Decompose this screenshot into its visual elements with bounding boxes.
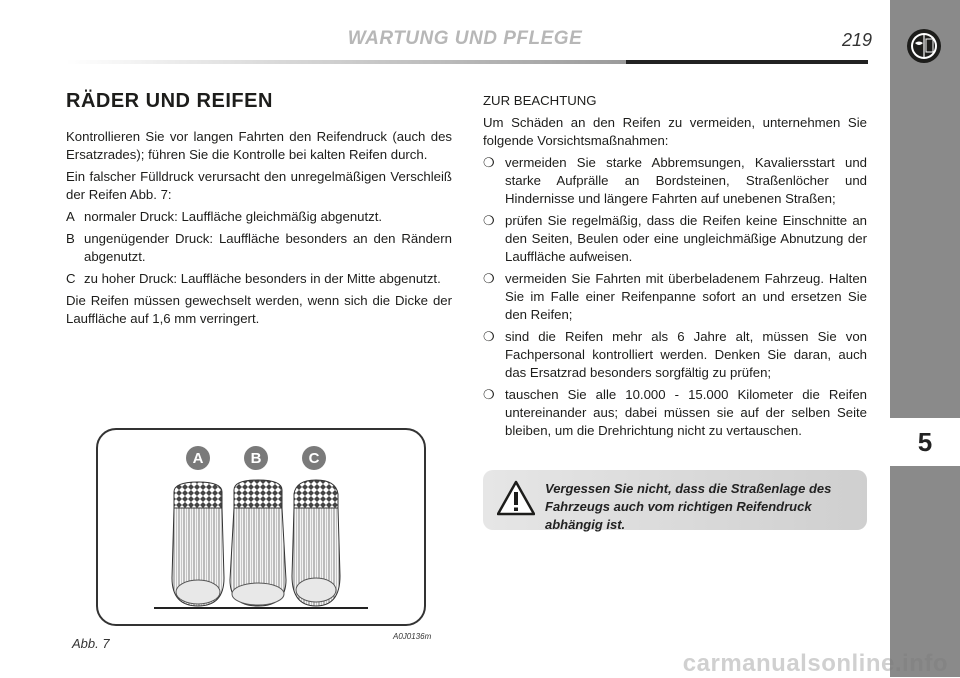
tyre-illustration — [98, 430, 424, 624]
list-item-key: B — [66, 231, 75, 246]
tyre-b-icon — [230, 480, 286, 606]
list-item-text: ungenügender Druck: Lauffläche besonders an den Rändern abgenutzt. — [84, 231, 452, 264]
list-item — [483, 328, 867, 382]
page-header-title: WARTUNG UND PFLEGE — [347, 28, 583, 49]
side-tab — [890, 0, 960, 677]
note-heading: ZUR BEACHTUNG — [483, 93, 597, 108]
list-item — [66, 208, 452, 226]
warning-text: Vergessen Sie nicht, dass die Straßenlage des Fahrzeugs auch vom richtigen Reifendruck abhängig ist. — [545, 481, 832, 532]
list-item-text: vermeiden Sie starke Abbremsungen, Kavaliersstart und starke Aufprälle an Bordsteinen, Straßenlöcher und Hindernisse und längere Fahrten auf unebenen Straßen; — [505, 155, 867, 206]
label-c: C — [308, 450, 320, 467]
section-title: RÄDER UND REIFEN — [66, 90, 273, 112]
left-column — [66, 128, 452, 332]
intro-paragraph: Kontrollieren Sie vor langen Fahrten den Reifendruck (auch des Ersatzrades); führen Sie die Kontrolle bei kalten Reifen durch. — [66, 129, 452, 162]
warning-triangle-icon — [497, 480, 535, 516]
tyre-c-icon — [292, 480, 340, 606]
figure-caption: Abb. 7 — [72, 636, 110, 651]
list-item — [483, 154, 867, 208]
watermark: carmanualsonline.info — [682, 650, 948, 677]
list-item-key: C — [66, 271, 76, 286]
figure-code: A0J0136m — [393, 632, 432, 641]
circle-bullet-icon: ❍ — [483, 271, 495, 286]
list-item — [483, 386, 867, 440]
list-item-text: sind die Reifen mehr als 6 Jahre alt, müssen Sie von Fachpersonal kontrolliert werden. Denken Sie daran, auch das Ersatzrad besonders sorgfältig zu prüfen; — [505, 329, 867, 380]
brand-logo-icon — [906, 28, 942, 64]
list-item — [483, 270, 867, 324]
tyre-wear-figure — [96, 428, 426, 626]
list-item-text: vermeiden Sie Fahrten mit überbeladenem Fahrzeug. Halten Sie im Falle einer Reifenpanne sofort an und ersetzen Sie den Reifen; — [505, 271, 867, 322]
closing-paragraph: Die Reifen müssen gewechselt werden, wenn sich die Dicke der Lauffläche auf 1,6 mm verringert. — [66, 293, 452, 326]
right-column — [483, 92, 867, 444]
label-circle-a — [186, 446, 210, 470]
list-item-key: A — [66, 209, 75, 224]
warning-box — [483, 470, 867, 530]
header-rule — [66, 60, 868, 64]
list-item-text: tauschen Sie alle 10.000 - 15.000 Kilometer die Reifen untereinander aus; dabei müssen sie auf der selben Seite bleiben, um die Drehrichtung nicht zu vertauschen. — [505, 387, 867, 438]
list-item-text: normaler Druck: Lauffläche gleichmäßig abgenutzt. — [84, 209, 383, 224]
list-item-text: zu hoher Druck: Lauffläche besonders in der Mitte abgenutzt. — [84, 271, 441, 286]
list-item — [66, 270, 452, 288]
label-circle-b — [244, 446, 268, 470]
list-item-text: prüfen Sie regelmäßig, dass die Reifen keine Einschnitte an den Seiten, Beulen oder eine ungleichmäßige Abnutzung der Lauffläche aufweisen. — [505, 213, 867, 264]
circle-bullet-icon: ❍ — [483, 213, 495, 228]
label-a: A — [192, 450, 204, 467]
list-item — [483, 212, 867, 266]
circle-bullet-icon: ❍ — [483, 387, 495, 402]
precautions-list — [483, 154, 867, 440]
note-intro: Um Schäden an den Reifen zu vermeiden, unternehmen Sie folgende Vorsichtsmaßnahmen: — [483, 115, 867, 148]
label-b: B — [250, 450, 262, 467]
tyre-a-icon — [172, 482, 224, 606]
intro-paragraph-2: Ein falscher Fülldruck verursacht den unregelmäßigen Verschleiß der Reifen Abb. 7: — [66, 169, 452, 202]
chapter-number: 5 — [890, 418, 960, 466]
circle-bullet-icon: ❍ — [483, 329, 495, 344]
list-item — [66, 230, 452, 266]
page-number: 219 — [841, 30, 872, 50]
label-circle-c — [302, 446, 326, 470]
circle-bullet-icon: ❍ — [483, 155, 495, 170]
